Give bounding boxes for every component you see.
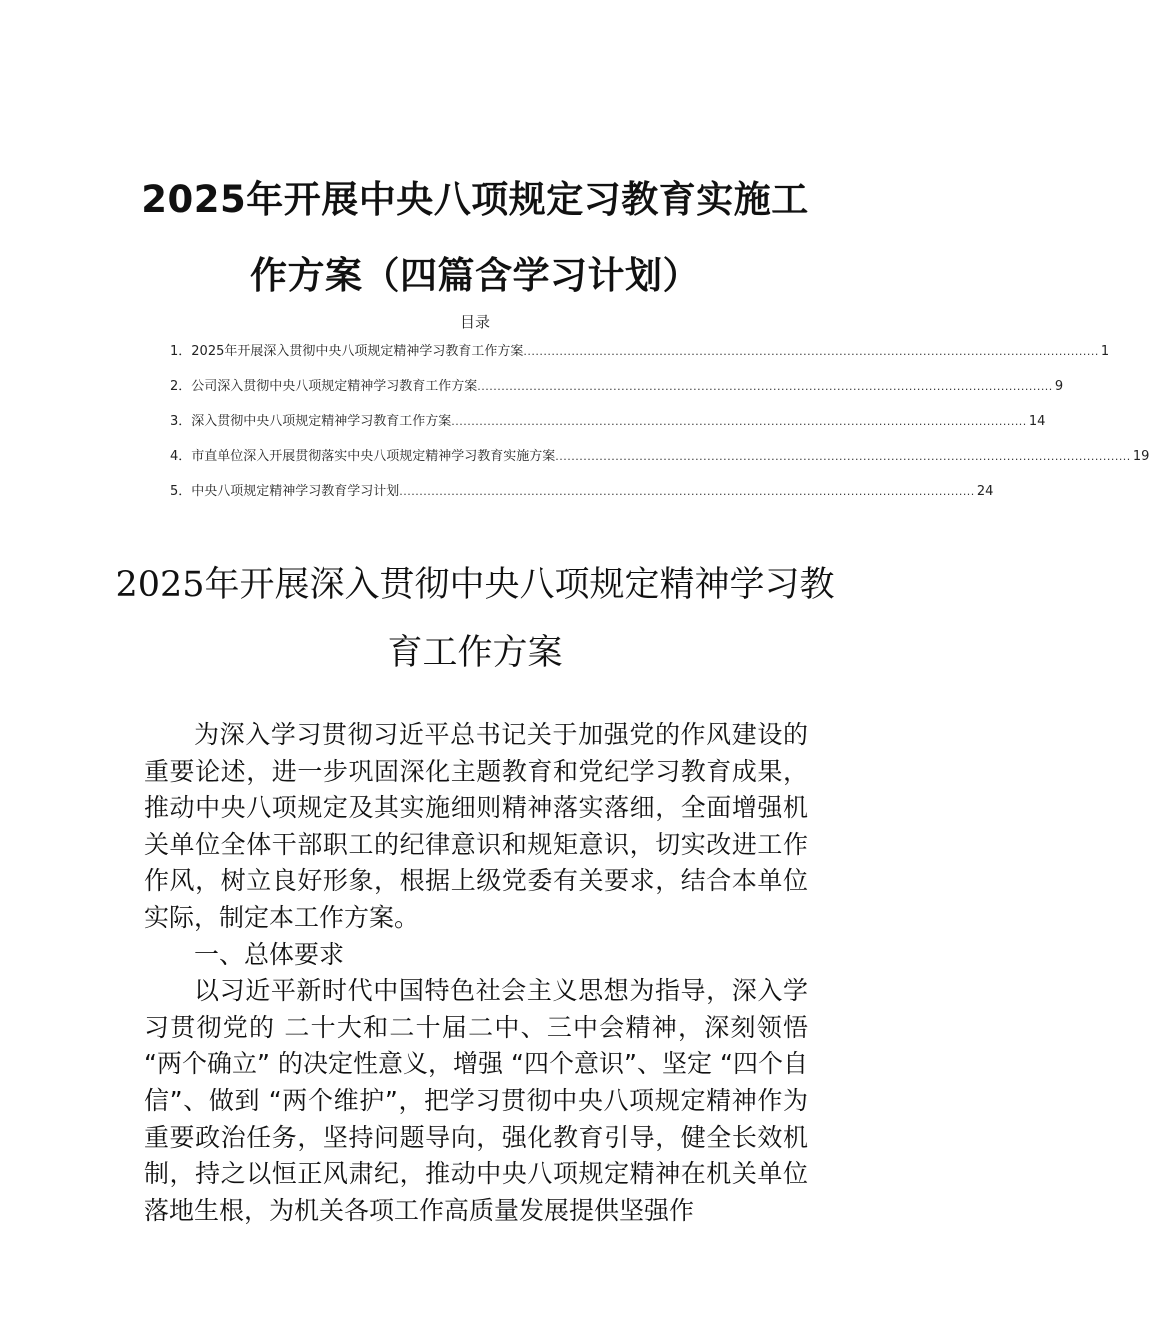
toc-entry-label: 市直单位深入开展贯彻落实中央八项规定精神学习教育实施方案 bbox=[191, 449, 556, 464]
toc-entry[interactable]: 1． 2025年开展深入贯彻中央八项规定精神学习教育工作方案 ................................................................................................................................................ 1 bbox=[170, 340, 808, 375]
toc-entry-label: 深入贯彻中央八项规定精神学习教育工作方案 bbox=[191, 414, 452, 429]
toc-entry-label: 2025年开展深入贯彻中央八项规定精神学习教育工作方案 bbox=[191, 344, 524, 359]
paragraph: 以习近平新时代中国特色社会主义思想为指导，深入学习贯彻党的 二十大和二十届二中、三中会精神，深刻领悟 “两个确立” 的决定性意义，增强 “四个意识”、坚定 “四个自信”、做到 “两个维护”，把学习贯彻中央八项规定精神作为重要政治任务，坚持问题导向，强化教育引导，健全长效机制，持之以恒正风肃纪，推动中央八项规定精神在机关单位落地生根，为机关各项工作高质量发展提供坚强作 bbox=[144, 976, 808, 1225]
table-of-contents bbox=[170, 340, 1149, 515]
toc-leader-dots: ................................................................................................................................................ bbox=[555, 450, 1131, 463]
paragraph: 为深入学习贯彻习近平总书记关于加强党的作风建设的重要论述，进一步巩固深化主题教育和党纪学习教育成果，推动中央八项规定及其实施细则精神落实落细，全面增强机关单位全体干部职工的纪律意识和规矩意识，切实改进工作作风，树立良好形象，根据上级党委有关要求，结合本单位实际，制定本工作方案。 bbox=[144, 720, 808, 932]
toc-page-number: 1 bbox=[1100, 344, 1110, 359]
toc-entry[interactable]: 3． 深入贯彻中央八项规定精神学习教育工作方案 ................................................................................................................................................ 14 bbox=[170, 410, 808, 445]
toc-heading: 目录 bbox=[459, 313, 490, 331]
toc-leader-dots: ................................................................................................................................................ bbox=[523, 345, 1099, 358]
toc-leader-dots: ................................................................................................................................................ bbox=[451, 415, 1027, 428]
section-title: 2025年开展深入贯彻中央八项规定精神学习教育工作方案 bbox=[115, 565, 835, 673]
toc-entry-label: 公司深入贯彻中央八项规定精神学习教育工作方案 bbox=[191, 379, 478, 394]
toc-entry[interactable]: 2． 公司深入贯彻中央八项规定精神学习教育工作方案 ................................................................................................................................................ 9 bbox=[170, 375, 808, 410]
body-text bbox=[144, 717, 808, 1229]
toc-entry[interactable]: 5． 中央八项规定精神学习教育学习计划 ................................................................................................................................................ 24 bbox=[170, 480, 808, 515]
toc-page-number: 14 bbox=[1028, 414, 1046, 429]
toc-page-number: 9 bbox=[1054, 379, 1064, 394]
toc-entry-label: 中央八项规定精神学习教育学习计划 bbox=[191, 484, 400, 499]
toc-leader-dots: ................................................................................................................................................ bbox=[477, 380, 1053, 393]
toc-page-number: 24 bbox=[976, 484, 994, 499]
toc-leader-dots: ................................................................................................................................................ bbox=[399, 485, 975, 498]
document-title: 2025年开展中央八项规定习教育实施工作方案（四篇含学习计划） bbox=[141, 178, 809, 297]
section-heading: 一、总体要求 bbox=[194, 939, 345, 969]
toc-page-number: 19 bbox=[1132, 449, 1149, 464]
toc-entry[interactable]: 4． 市直单位深入开展贯彻落实中央八项规定精神学习教育实施方案 ................................................................................................................................................ 19 bbox=[170, 445, 808, 480]
